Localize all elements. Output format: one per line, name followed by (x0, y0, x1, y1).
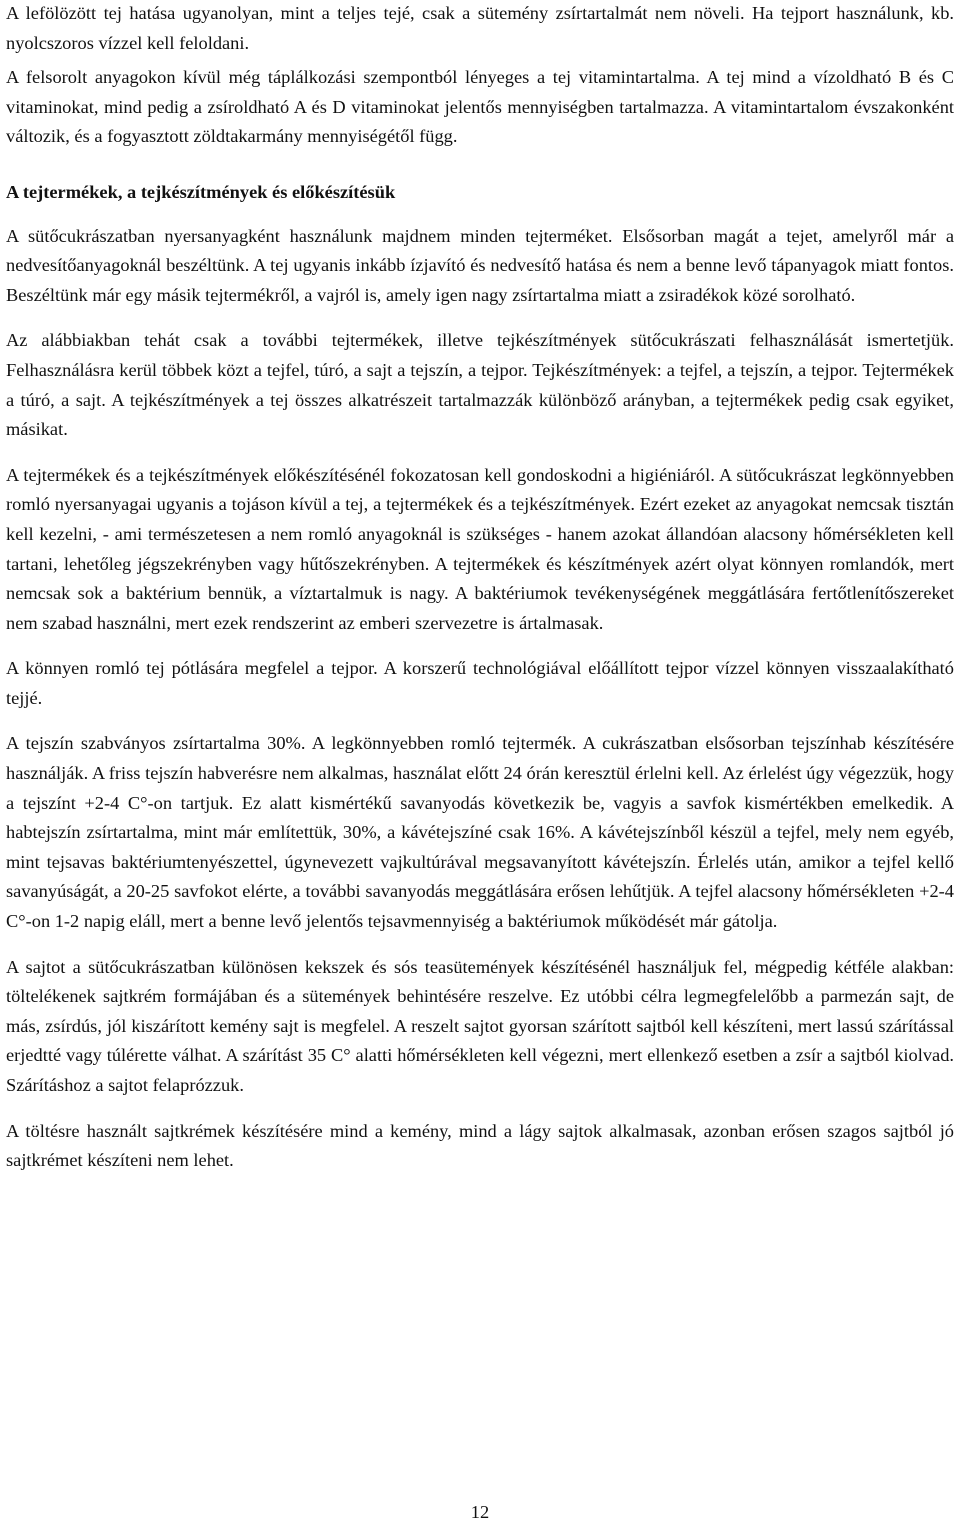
paragraph-dairy-products-overview: Az alábbiakban tehát csak a további tejtermékek, illetve tejkészítmények sütőcukrászati felhasználását ismertetjük. Felhasználásra kerül többek közt a tejfel, túró, a sajt a tejszín, a tejpor. Tejkészítmények: a tejfel, a tejszín, a tejpor. Tejtermékek a túró, a sajt. A tejkészítmények a tej összes alkatrészeit tartalmazzák különböző arányban, a tejtermékek pedig csak egyiket, másikat. (6, 330, 954, 440)
paragraph-vitamin-content: A felsorolt anyagokon kívül még táplálkozási szempontból lényeges a tej vitamintartalma. A tej mind a vízoldható B és C vitaminokat, mind pedig a zsíroldható A és D vitaminokat jelentős mennyiségben tartalmazza. A vitamintartalom évszakonként változik, és a fogyasztott zöldtakarmány mennyiségétől függ. (6, 67, 954, 147)
paragraph-skimmed-milk: A lefölözött tej hatása ugyanolyan, mint a teljes tejé, csak a sütemény zsírtartalmát nem növeli. Ha tejport használunk, kb. nyolcszoros vízzel kell feloldani. (6, 3, 954, 53)
paragraph-milk-powder: A könnyen romló tej pótlására megfelel a tejpor. A korszerű technológiával előállított tejpor vízzel könnyen visszaalakítható tejjé. (6, 658, 954, 708)
paragraph-cheese: A sajtot a sütőcukrászatban különösen kekszek és sós teasütemények készítésénél használjuk fel, mégpedig kétféle alakban: töltelékenek sajtkrém formájában és a sütemények behintésére reszelve. Ez utóbbi célra legmegfelelőbb a parmezán sajt, de más, zsírdús, jól kiszárított kemény sajt is megfelel. A reszelt sajtot gyorsan szárított sajtból kell készíteni, mert lassú szárítással erjedtté vagy túlérette válhat. A szárítást 35 C° alatti hőmérsékleten kell végezni, mert ellenkező esetben a zsír a sajtból kiolvad. Szárításhoz a sajtot felaprózzuk. (6, 956, 954, 1095)
paragraph-cheese-cream: A töltésre használt sajtkrémek készítésére mind a kemény, mind a lágy sajtok alkalmasak, azonban erősen szagos sajtból jó sajtkrémet készíteni nem lehet. (6, 1120, 954, 1171)
document-page (6, 0, 954, 1192)
paragraph-hygiene: A tejtermékek és a tejkészítmények előkészítésénél fokozatosan kell gondoskodni a higiéniáról. A sütőcukrászat legkönnyebben romló nyersanyagai ugyanis a tojáson kívül a tej, a tejtermékek és a tejkészítmények. Ezért ezeket az anyagokat nemcsak tisztán kell kezelni, - ami természetesen a nem romló anyagoknál is szükséges - hanem azokat állandóan alacsony hőmérsékleten kell tartani, lehetőleg jégszekrényben vagy hűtőszekrényben. A tejtermékek és készítmények azért olyat könnyen romlandók, mert nemcsak sok a baktérium bennük, a víztartalmuk is nagy. A baktériumok tevékenységének meggátlására fertőtlenítőszereket nem szabad használni, mert ezek rendszerint az emberi szervezetre is ártalmasak. (6, 464, 954, 633)
paragraph-dairy-raw-materials: A sütőcukrászatban nyersanyagként használunk majdnem minden tejterméket. Elsősorban magát a tejet, amelyről már a nedvesítőanyagoknál beszéltünk. A tej ugyanis inkább ízjavító és nedvesítő hatása és nem a benne levő tápanyagok miatt fontos. Beszéltünk már egy másik tejtermékről, a vajról is, amely igen nagy zsírtartalma miatt a zsiradékok közé sorolható. (6, 225, 954, 305)
section-heading: A tejtermékek, a tejkészítmények és előkészítésük (6, 181, 396, 202)
paragraph-cream: A tejszín szabványos zsírtartalma 30%. A legkönnyebben romló tejtermék. A cukrászatban elsősorban tejszínhab készítésére használják. A friss tejszín habverésre nem alkalmas, használat előtt 24 órán keresztül érlelni kell. Az érlelést úgy végezzük, hogy a tejszínt +2-4 C°-on tartjuk. Ez alatt kismértékű savanyodás következik be, vagyis a savfok kismértékben emelkedik. A habtejszín zsírtartalma, mint már említettük, 30%, a kávétejszíné csak 16%. A kávétejszínből készül a tejfel, mely nem egyéb, mint tejsavas baktériumtenyészettel, úgynevezett vajkultúrával megsavanyított kávétejszín. Érlelés után, amikor a tejfel kellő savanyúságát, a 20-25 savfokot elérte, a további savanyodás meggátlására erősen lehűtjük. A tejfel alacsony hőmérsékleten +2-4 C°-on 1-2 napig eláll, mert a benne levő jelentős tejsavmennyiség a baktériumok működését már gátolja. (6, 733, 954, 932)
page-number: 12 (470, 1502, 490, 1522)
